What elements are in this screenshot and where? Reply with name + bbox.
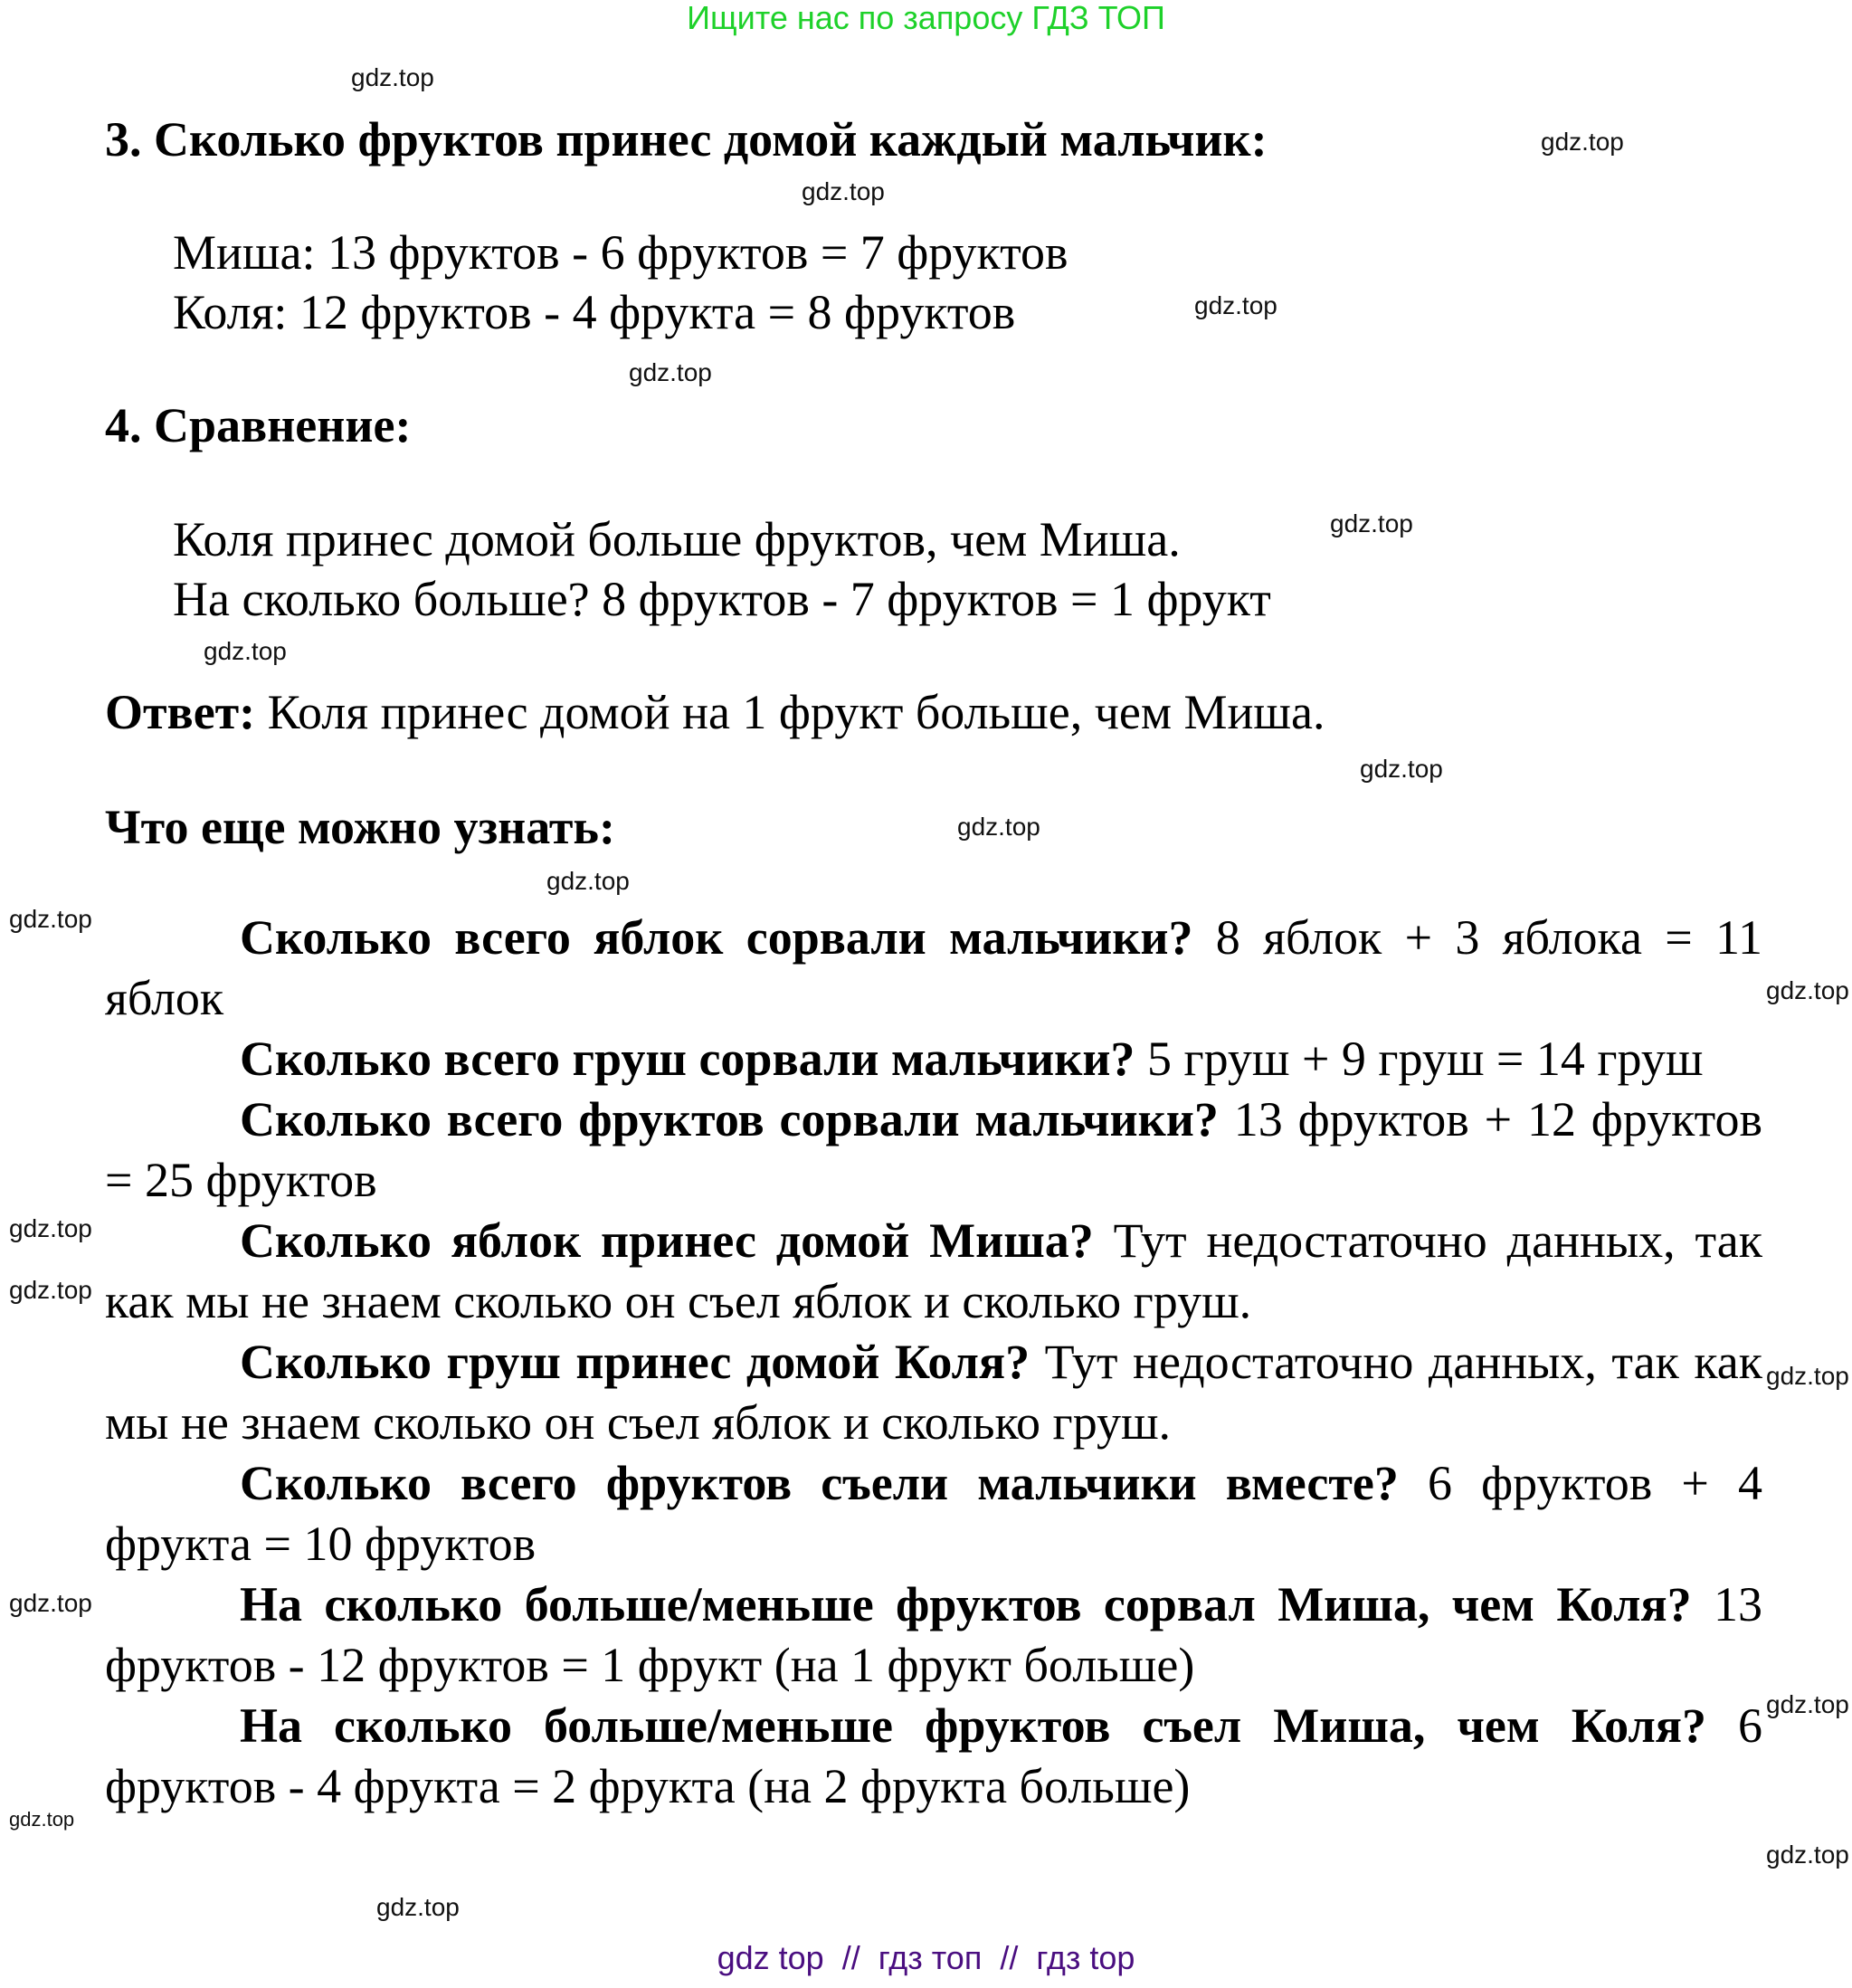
watermark: gdz.top [9, 1276, 92, 1304]
watermark: gdz.top [1766, 1690, 1849, 1718]
watermark: gdz.top [1766, 1841, 1849, 1869]
watermark: gdz.top [546, 867, 630, 895]
watermark: gdz.top [957, 813, 1040, 841]
answer-label: Ответ: [105, 685, 256, 739]
watermark: gdz.top [629, 358, 712, 386]
watermark: gdz.top [9, 1589, 92, 1617]
comparison-statement: Коля принес домой больше фруктов, чем Миша. [173, 512, 1181, 566]
question-text: Сколько яблок принес домой Миша? [240, 1213, 1094, 1268]
question-text: На сколько больше/меньше фруктов сорвал Миша, чем Коля? [240, 1577, 1692, 1631]
promo-header: Ищите нас по запросу ГДЗ ТОП [687, 0, 1165, 36]
answer-text: Коля принес домой на 1 фрукт больше, чем Миша. [255, 685, 1325, 739]
watermark: gdz.top [376, 1893, 460, 1921]
section-4-title: 4. Сравнение: [105, 398, 412, 452]
watermark: gdz.top [802, 177, 885, 205]
question-item [105, 1696, 1762, 1817]
watermark: gdz.top [1541, 128, 1624, 156]
question-item [105, 1211, 1762, 1332]
answer-text: Тут недостаточно данных, так как мы не знаем сколько он съел яблок и сколько груш. [105, 1335, 1762, 1450]
question-item [105, 1574, 1762, 1696]
answer-text: Тут недостаточно данных, так как мы не знаем сколько он съел яблок и сколько груш. [105, 1213, 1762, 1328]
watermark: gdz.top [204, 637, 287, 665]
question-item [105, 1453, 1762, 1574]
answer-text: 6 фруктов + 4 фрукта = 10 фруктов [105, 1456, 1762, 1571]
question-text: Сколько всего груш сорвали мальчики? [240, 1032, 1135, 1086]
answer-text: 5 груш + 9 груш = 14 груш [1135, 1032, 1704, 1086]
question-text: На сколько больше/меньше фруктов съел Миша, чем Коля? [240, 1698, 1706, 1753]
question-item [105, 1332, 1762, 1453]
question-text: Сколько груш принес домой Коля? [240, 1335, 1030, 1389]
section-3-title: 3. Сколько фруктов принес домой каждый мальчик: [105, 112, 1268, 166]
question-text: Сколько всего яблок сорвали мальчики? [240, 910, 1193, 965]
watermark: gdz.top [1360, 755, 1443, 783]
watermark: gdz.top [1766, 976, 1849, 1004]
question-text: Сколько всего фруктов сорвали мальчики? [240, 1092, 1219, 1146]
answer-text: 13 фруктов - 12 фруктов = 1 фрукт (на 1 фрукт больше) [105, 1577, 1762, 1692]
footer-links: gdz top // гдз топ // гдз top [717, 1939, 1135, 1976]
watermark: gdz.top [1194, 291, 1277, 319]
question-item [105, 1089, 1762, 1211]
answer-line [105, 682, 1325, 743]
watermark: gdz.top [9, 905, 92, 933]
misha-calculation: Миша: 13 фруктов - 6 фруктов = 7 фруктов [173, 225, 1068, 280]
watermark: gdz.top [1766, 1362, 1849, 1390]
watermark: gdz.top [9, 1808, 75, 1831]
question-item [105, 1029, 1762, 1089]
watermark: gdz.top [1330, 509, 1413, 537]
comparison-calculation: На сколько больше? 8 фруктов - 7 фруктов = 1 фрукт [173, 572, 1271, 626]
kolya-calculation: Коля: 12 фруктов - 4 фрукта = 8 фруктов [173, 285, 1016, 339]
more-title: Что еще можно узнать: [105, 800, 615, 854]
extra-questions [105, 908, 1762, 1817]
answer-text: 8 яблок + 3 яблока = 11 яблок [105, 910, 1762, 1025]
answer-text: 6 фруктов - 4 фрукта = 2 фрукта (на 2 фрукта больше) [105, 1698, 1763, 1813]
watermark: gdz.top [351, 63, 434, 91]
question-item [105, 908, 1762, 1029]
answer-text: 13 фруктов + 12 фруктов = 25 фруктов [105, 1092, 1762, 1207]
question-text: Сколько всего фруктов съели мальчики вместе? [240, 1456, 1399, 1510]
watermark: gdz.top [9, 1214, 92, 1242]
